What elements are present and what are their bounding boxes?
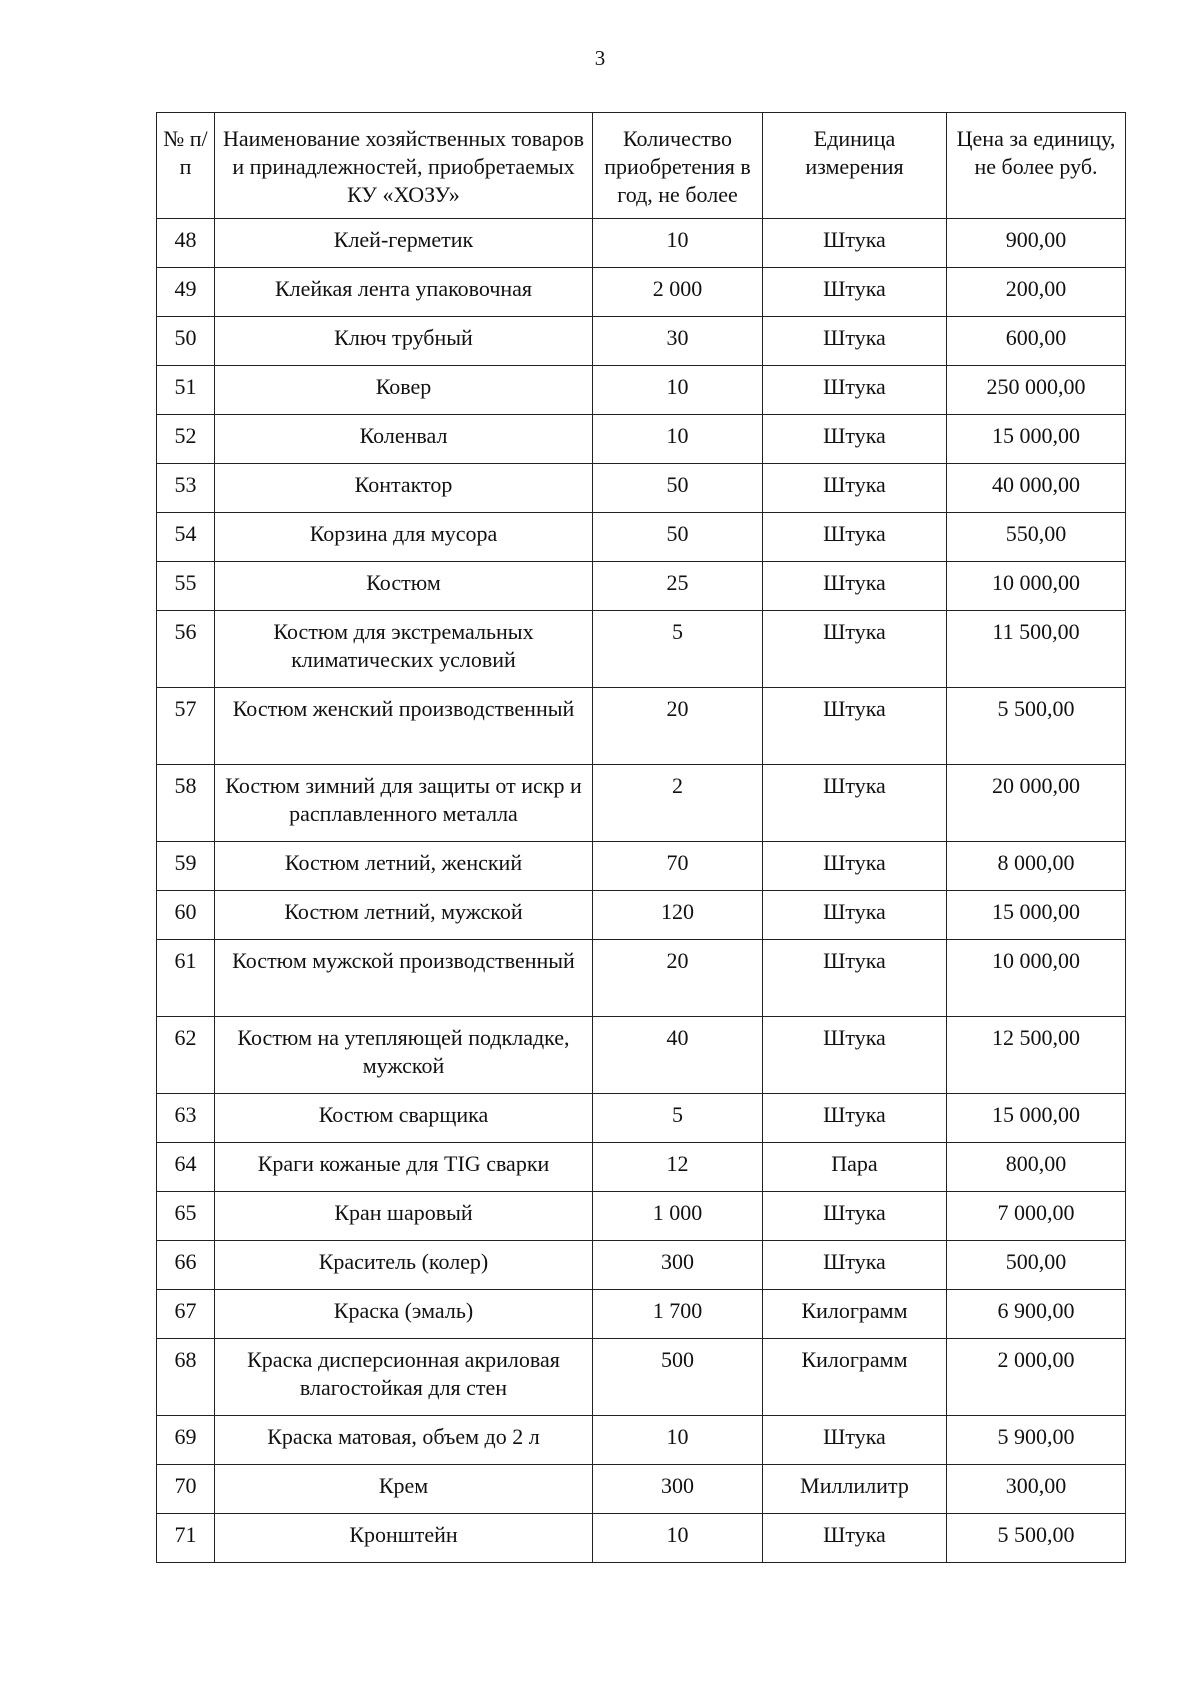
cell-price: 15 000,00	[947, 891, 1126, 940]
cell-unit: Штука	[763, 1416, 947, 1465]
cell-price: 5 500,00	[947, 688, 1126, 765]
cell-price: 300,00	[947, 1465, 1126, 1514]
table-row	[157, 842, 1126, 891]
cell-price: 5 900,00	[947, 1416, 1126, 1465]
cell-unit: Штука	[763, 513, 947, 562]
goods-table	[156, 112, 1126, 1563]
cell-quantity: 10	[593, 415, 763, 464]
cell-number: 67	[157, 1290, 215, 1339]
table-row	[157, 1290, 1126, 1339]
cell-name: Краситель (колер)	[215, 1241, 593, 1290]
cell-number: 60	[157, 891, 215, 940]
cell-unit: Килограмм	[763, 1339, 947, 1416]
cell-unit: Штука	[763, 268, 947, 317]
cell-unit: Штука	[763, 464, 947, 513]
cell-quantity: 20	[593, 688, 763, 765]
cell-unit: Штука	[763, 688, 947, 765]
cell-number: 54	[157, 513, 215, 562]
cell-unit: Штука	[763, 611, 947, 688]
header-name: Наименование хозяйственных товаров и принадлежностей, приобретаемых КУ «ХОЗУ»	[215, 113, 593, 219]
cell-unit: Штука	[763, 891, 947, 940]
cell-name: Краги кожаные для TIG сварки	[215, 1143, 593, 1192]
cell-unit: Штука	[763, 940, 947, 1017]
header-number: № п/п	[157, 113, 215, 219]
cell-name: Коленвал	[215, 415, 593, 464]
cell-name: Костюм сварщика	[215, 1094, 593, 1143]
cell-name: Ключ трубный	[215, 317, 593, 366]
cell-number: 57	[157, 688, 215, 765]
table-row	[157, 1017, 1126, 1094]
cell-unit: Штука	[763, 562, 947, 611]
cell-name: Ковер	[215, 366, 593, 415]
cell-price: 800,00	[947, 1143, 1126, 1192]
cell-price: 15 000,00	[947, 1094, 1126, 1143]
cell-unit: Штука	[763, 219, 947, 268]
cell-number: 51	[157, 366, 215, 415]
cell-unit: Штука	[763, 1241, 947, 1290]
table-row	[157, 1339, 1126, 1416]
cell-price: 250 000,00	[947, 366, 1126, 415]
table-row	[157, 1514, 1126, 1563]
cell-name: Костюм на утепляющей подкладке, мужской	[215, 1017, 593, 1094]
cell-price: 10 000,00	[947, 940, 1126, 1017]
cell-name: Костюм мужской производственный	[215, 940, 593, 1017]
cell-price: 7 000,00	[947, 1192, 1126, 1241]
cell-quantity: 10	[593, 1514, 763, 1563]
cell-number: 52	[157, 415, 215, 464]
cell-quantity: 2 000	[593, 268, 763, 317]
table-row	[157, 366, 1126, 415]
table-header-row	[157, 113, 1126, 219]
table-row	[157, 562, 1126, 611]
cell-price: 11 500,00	[947, 611, 1126, 688]
cell-quantity: 20	[593, 940, 763, 1017]
cell-quantity: 10	[593, 366, 763, 415]
cell-unit: Пара	[763, 1143, 947, 1192]
table-row	[157, 219, 1126, 268]
cell-quantity: 40	[593, 1017, 763, 1094]
table-row	[157, 415, 1126, 464]
cell-number: 50	[157, 317, 215, 366]
table-row	[157, 1416, 1126, 1465]
cell-unit: Штука	[763, 1017, 947, 1094]
cell-price: 6 900,00	[947, 1290, 1126, 1339]
table-row	[157, 1192, 1126, 1241]
header-quantity: Количество приобретения в год, не более	[593, 113, 763, 219]
table-row	[157, 765, 1126, 842]
cell-name: Контактор	[215, 464, 593, 513]
cell-number: 53	[157, 464, 215, 513]
header-unit: Единица измерения	[763, 113, 947, 219]
cell-price: 600,00	[947, 317, 1126, 366]
cell-unit: Штука	[763, 1094, 947, 1143]
cell-unit: Штука	[763, 1514, 947, 1563]
cell-quantity: 50	[593, 464, 763, 513]
cell-price: 40 000,00	[947, 464, 1126, 513]
cell-name: Клейкая лента упаковочная	[215, 268, 593, 317]
cell-name: Костюм	[215, 562, 593, 611]
table-row	[157, 513, 1126, 562]
cell-number: 62	[157, 1017, 215, 1094]
table-row	[157, 268, 1126, 317]
cell-number: 55	[157, 562, 215, 611]
cell-name: Краска дисперсионная акриловая влагостойкая для стен	[215, 1339, 593, 1416]
cell-number: 48	[157, 219, 215, 268]
cell-name: Краска (эмаль)	[215, 1290, 593, 1339]
cell-quantity: 10	[593, 219, 763, 268]
cell-quantity: 300	[593, 1465, 763, 1514]
cell-unit: Штука	[763, 415, 947, 464]
cell-price: 10 000,00	[947, 562, 1126, 611]
cell-price: 900,00	[947, 219, 1126, 268]
cell-name: Костюм женский производственный	[215, 688, 593, 765]
cell-quantity: 5	[593, 611, 763, 688]
cell-quantity: 25	[593, 562, 763, 611]
cell-name: Кран шаровый	[215, 1192, 593, 1241]
cell-quantity: 300	[593, 1241, 763, 1290]
cell-quantity: 70	[593, 842, 763, 891]
cell-unit: Штука	[763, 366, 947, 415]
cell-number: 66	[157, 1241, 215, 1290]
cell-unit: Штука	[763, 317, 947, 366]
table-row	[157, 891, 1126, 940]
header-price: Цена за единицу, не более руб.	[947, 113, 1126, 219]
cell-name: Краска матовая, объем до 2 л	[215, 1416, 593, 1465]
cell-quantity: 5	[593, 1094, 763, 1143]
cell-quantity: 2	[593, 765, 763, 842]
cell-name: Костюм для экстремальных климатических условий	[215, 611, 593, 688]
cell-name: Кронштейн	[215, 1514, 593, 1563]
cell-price: 5 500,00	[947, 1514, 1126, 1563]
cell-name: Костюм летний, мужской	[215, 891, 593, 940]
cell-unit: Штука	[763, 1192, 947, 1241]
table-row	[157, 464, 1126, 513]
table-row	[157, 1241, 1126, 1290]
cell-quantity: 50	[593, 513, 763, 562]
page-number: 3	[594, 46, 606, 70]
cell-price: 15 000,00	[947, 415, 1126, 464]
table-row	[157, 1094, 1126, 1143]
cell-price: 8 000,00	[947, 842, 1126, 891]
table-row	[157, 688, 1126, 765]
cell-name: Крем	[215, 1465, 593, 1514]
cell-number: 70	[157, 1465, 215, 1514]
cell-number: 61	[157, 940, 215, 1017]
cell-number: 56	[157, 611, 215, 688]
cell-number: 68	[157, 1339, 215, 1416]
cell-price: 500,00	[947, 1241, 1126, 1290]
cell-quantity: 120	[593, 891, 763, 940]
cell-number: 49	[157, 268, 215, 317]
cell-unit: Килограмм	[763, 1290, 947, 1339]
table-row	[157, 1143, 1126, 1192]
cell-price: 550,00	[947, 513, 1126, 562]
cell-name: Костюм летний, женский	[215, 842, 593, 891]
cell-name: Клей-герметик	[215, 219, 593, 268]
table-row	[157, 1465, 1126, 1514]
cell-name: Корзина для мусора	[215, 513, 593, 562]
cell-number: 71	[157, 1514, 215, 1563]
cell-price: 12 500,00	[947, 1017, 1126, 1094]
cell-number: 63	[157, 1094, 215, 1143]
table-row	[157, 940, 1126, 1017]
cell-number: 58	[157, 765, 215, 842]
cell-price: 2 000,00	[947, 1339, 1126, 1416]
cell-quantity: 500	[593, 1339, 763, 1416]
cell-number: 65	[157, 1192, 215, 1241]
cell-unit: Штука	[763, 765, 947, 842]
cell-unit: Миллилитр	[763, 1465, 947, 1514]
cell-price: 200,00	[947, 268, 1126, 317]
cell-quantity: 30	[593, 317, 763, 366]
cell-number: 69	[157, 1416, 215, 1465]
cell-quantity: 1 700	[593, 1290, 763, 1339]
cell-number: 64	[157, 1143, 215, 1192]
table-row	[157, 317, 1126, 366]
cell-unit: Штука	[763, 842, 947, 891]
cell-quantity: 12	[593, 1143, 763, 1192]
cell-name: Костюм зимний для защиты от искр и расплавленного металла	[215, 765, 593, 842]
cell-quantity: 1 000	[593, 1192, 763, 1241]
table-row	[157, 611, 1126, 688]
cell-price: 20 000,00	[947, 765, 1126, 842]
cell-quantity: 10	[593, 1416, 763, 1465]
cell-number: 59	[157, 842, 215, 891]
